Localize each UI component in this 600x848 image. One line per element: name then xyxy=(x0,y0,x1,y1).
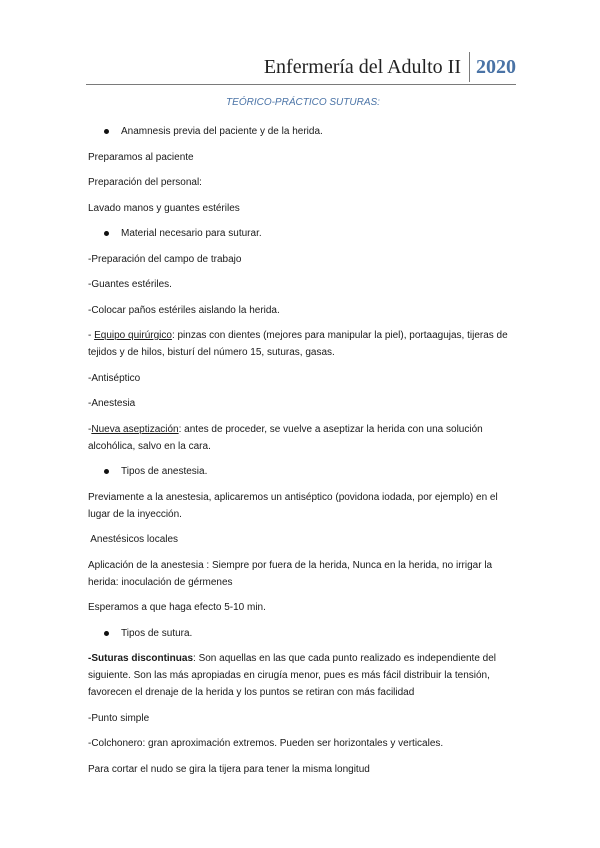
bullet-text: Tipos de anestesia. xyxy=(121,466,208,477)
bullet-item xyxy=(88,123,518,140)
paragraph: -Colchonero: gran aproximación extremos. Pueden ser horizontales y verticales. xyxy=(88,738,444,749)
bullet-text: Tipos de sutura. xyxy=(121,627,193,639)
bullet-item xyxy=(88,625,518,642)
underlined-term: Nueva aseptización xyxy=(91,423,179,435)
document-body xyxy=(88,94,518,786)
paragraph: -Punto simple xyxy=(88,712,150,724)
bullet-icon xyxy=(104,129,109,134)
paragraph: -Guantes estériles. xyxy=(88,279,172,290)
paragraph-prefix: - xyxy=(88,330,95,341)
paragraph: Lavado manos y guantes estériles xyxy=(88,202,240,214)
header-rule xyxy=(86,84,516,85)
paragraph-aseptization xyxy=(88,421,518,455)
paragraph: Para cortar el nudo se gira la tijera para tener la misma longitud xyxy=(88,763,370,775)
bold-term: -Suturas discontinuas xyxy=(88,653,194,664)
paragraph: Esperamos a que haga efecto 5-10 min. xyxy=(88,602,266,613)
paragraph: Previamente a la anestesia, aplicaremos un antiséptico (povidona iodada, por ejemplo) en el lugar de la inyección. xyxy=(88,491,498,520)
paragraph: Anestésicos locales xyxy=(88,534,179,545)
bullet-text: Anamnesis previa del paciente y de la herida. xyxy=(121,126,323,137)
paragraph: -Colocar paños estériles aislando la herida. xyxy=(88,304,280,316)
document-title: TEÓRICO-PRÁCTICO SUTURAS: xyxy=(226,97,380,108)
bullet-item xyxy=(88,463,518,480)
paragraph-rest: : Son aquellas en las que cada punto realizado es independiente del siguiente. Son las más apropiadas en cirugía menor, pues es más fácil distribuir la tensión, favorecen el drenaje de la herida y los puntos se retiran con más facilidad xyxy=(88,653,497,698)
paragraph-equipment xyxy=(88,327,518,361)
bullet-icon xyxy=(104,631,109,636)
course-title: Enfermería del Adulto II xyxy=(263,55,461,78)
bullet-icon xyxy=(104,231,109,236)
paragraph: Preparamos al paciente xyxy=(88,151,194,163)
paragraph: -Anestesia xyxy=(88,398,136,409)
paragraph-rest: : pinzas con dientes (mejores para manipular la piel), portaagujas, tijeras de tejidos y de hilos, bisturí del número 15, suturas, gasas. xyxy=(88,330,508,358)
page-header xyxy=(264,52,516,82)
paragraph: Preparación del personal: xyxy=(88,177,202,188)
header-divider xyxy=(469,52,470,82)
paragraph-rest: : antes de proceder, se vuelve a aseptizar la herida con una solución alcohólica, salvo en la cara. xyxy=(88,423,483,452)
paragraph-discontinuous xyxy=(88,650,518,701)
course-year: 2020 xyxy=(476,55,516,78)
bullet-text: Material necesario para suturar. xyxy=(121,228,262,239)
underlined-term: Equipo quirúrgico xyxy=(94,330,172,341)
paragraph: -Antiséptico xyxy=(88,372,141,384)
paragraph: Aplicación de la anestesia : Siempre por fuera de la herida, Nunca en la herida, no irrigar la herida: inoculación de gérmenes xyxy=(88,559,493,588)
bullet-icon xyxy=(104,469,109,474)
bullet-item xyxy=(88,225,518,242)
paragraph: -Preparación del campo de trabajo xyxy=(88,253,242,265)
paragraph-prefix: - xyxy=(88,423,92,435)
